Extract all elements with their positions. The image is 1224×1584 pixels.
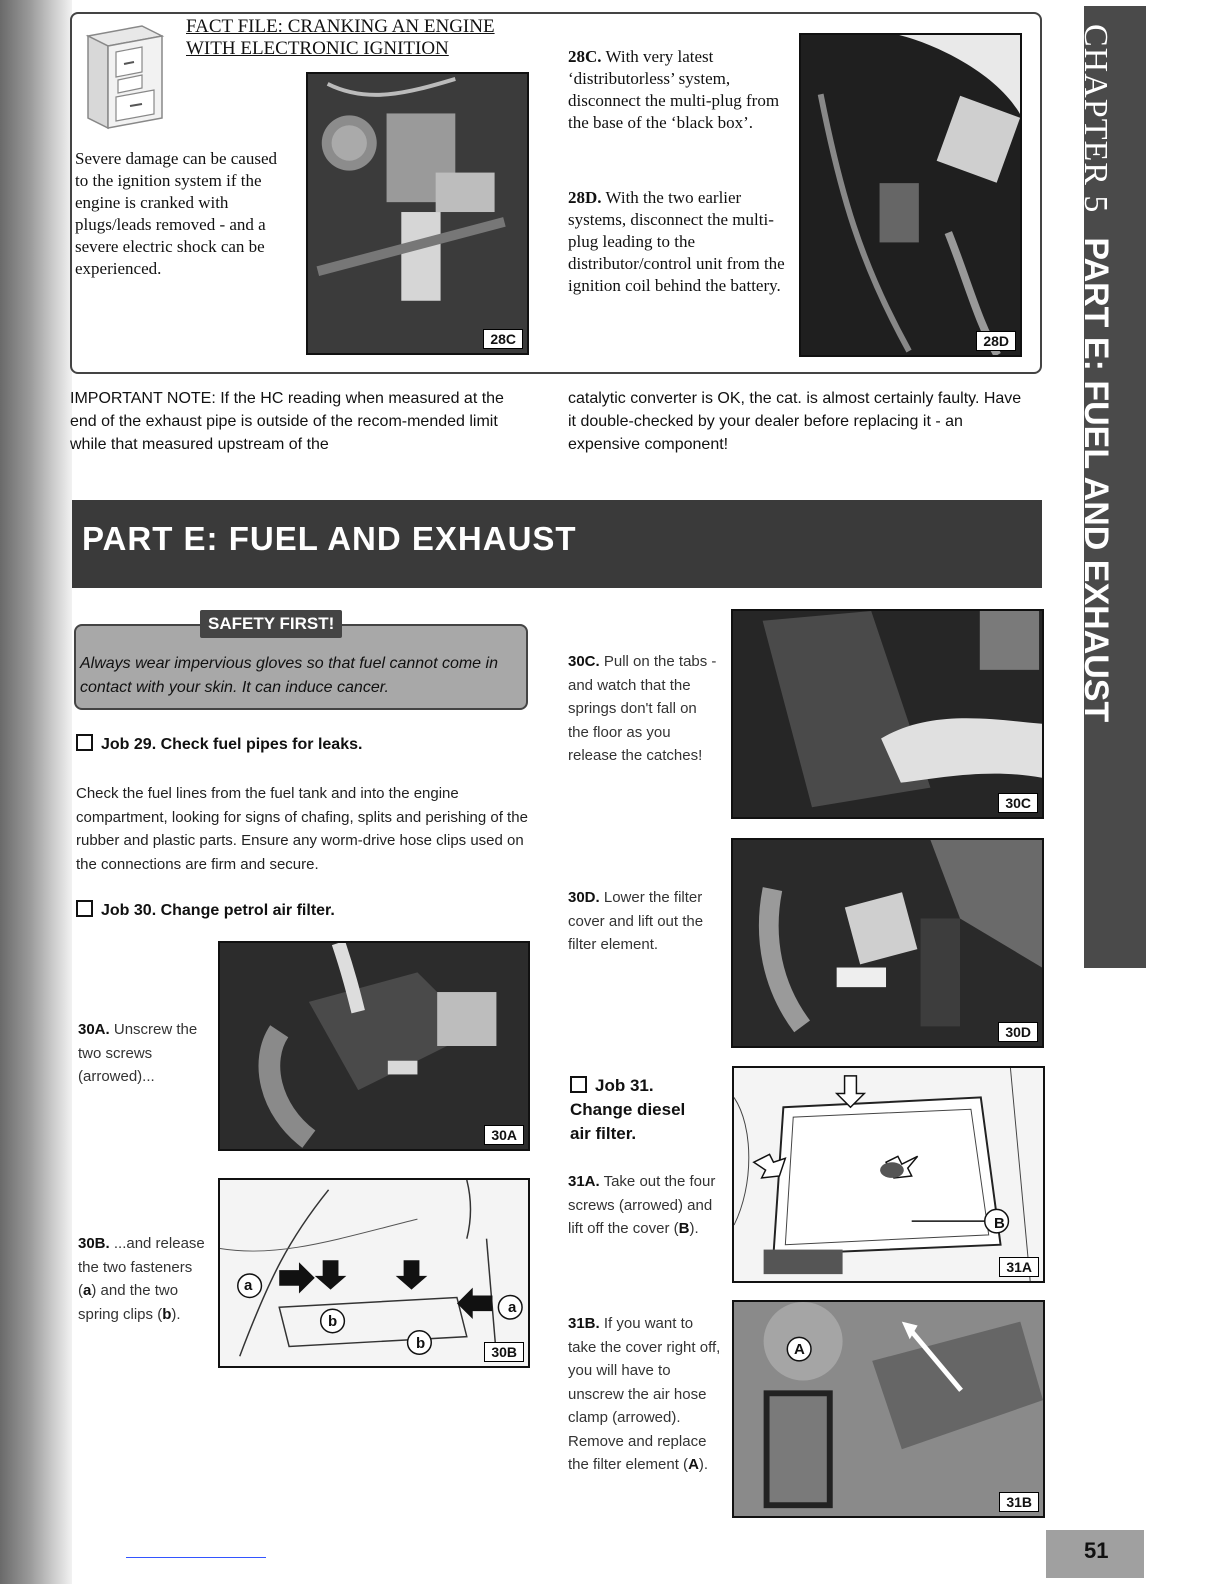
caption-30b-b: b xyxy=(162,1305,172,1323)
job-29-text: Check the fuel lines from the fuel tank and into the engine compartment, looking for signs of chafing, splits and perishing of the rubber and plastic parts. Ensure any worm-drive hose clips used on the connections are firm and secure. xyxy=(76,785,528,873)
caption-30c-text: Pull on the tabs - and watch that the springs don't fall on the floor as you release the catches! xyxy=(568,653,717,764)
fact-file-title: FACT FILE: CRANKING AN ENGINE WITH ELECTRONIC IGNITION xyxy=(186,16,495,59)
caption-31b-text-2: ). xyxy=(698,1456,709,1473)
caption-30c-number: 30C. xyxy=(568,653,600,670)
caption-28c-text: With very latest ‘distributorless’ system, disconnect the multi-plug from the base of the ‘black box’. xyxy=(568,47,780,132)
job-29-heading xyxy=(76,734,362,754)
caption-28c-number: 28C. xyxy=(568,47,602,66)
caption-30d xyxy=(568,886,716,957)
photo-30b xyxy=(218,1178,530,1368)
chapter-side-text xyxy=(1076,24,1115,722)
checkbox-icon xyxy=(76,900,93,917)
important-note-left: IMPORTANT NOTE: If the HC reading when measured at the end of the exhaust pipe is outside of the recom-mended limit while that measured upstream of the xyxy=(70,390,504,453)
fact-file-text: Severe damage can be caused to the ignition system if the engine is cranked with plugs/leads removed - and a severe electric shock can be experienced. xyxy=(75,149,277,278)
caption-31a-text-1: Take out the four screws (arrowed) and lift off the cover ( xyxy=(568,1173,716,1237)
caption-30d-text: Lower the filter cover and lift out the filter element. xyxy=(568,889,704,953)
caption-30b-text-2: ) and the two spring clips ( xyxy=(78,1282,179,1323)
job-31-line-1: Job 31. xyxy=(595,1076,654,1095)
page-spine-shadow xyxy=(0,0,72,1584)
photo-30a xyxy=(218,941,530,1151)
chapter-label: CHAPTER 5 xyxy=(1077,24,1114,214)
important-note-right: catalytic converter is OK, the cat. is almost certainly faulty. Have it double-checked by your dealer before replacing it - an expensive component! xyxy=(568,390,1022,453)
job-30-heading xyxy=(76,900,335,920)
label-a-left: a xyxy=(244,1277,253,1294)
photo-label-28d: 28D xyxy=(976,331,1016,351)
checkbox-icon xyxy=(76,734,93,751)
chapter-part-label: PART E: FUEL AND EXHAUST xyxy=(1077,237,1115,723)
caption-30d-number: 30D. xyxy=(568,889,600,906)
caption-31b xyxy=(568,1312,724,1477)
caption-30b-text-1: ...and release the two fasteners ( xyxy=(78,1235,205,1299)
label-A: A xyxy=(794,1341,805,1358)
caption-31b-number: 31B. xyxy=(568,1315,600,1332)
label-B: B xyxy=(994,1215,1005,1232)
photo-31b xyxy=(732,1300,1045,1518)
caption-31a xyxy=(568,1170,718,1241)
label-a-right: a xyxy=(508,1299,517,1316)
caption-28c xyxy=(568,46,788,134)
caption-28d-number: 28D. xyxy=(568,188,602,207)
job-30-label: Job 30. Change petrol air filter. xyxy=(101,902,335,919)
caption-31a-b: B xyxy=(678,1220,690,1237)
caption-30b-text-3: ). xyxy=(171,1305,181,1323)
cabinet-icon xyxy=(80,22,170,132)
caption-28d-text: With the two earlier systems, disconnect the multi-plug leading to the distributor/control unit from the ignition coil behind the battery. xyxy=(568,188,785,295)
photo-30d xyxy=(731,838,1044,1048)
safety-first-heading: SAFETY FIRST! xyxy=(200,610,342,638)
job-31-line-3: air filter. xyxy=(570,1124,637,1143)
caption-30b xyxy=(78,1232,206,1326)
caption-30a-text: Unscrew the two screws (arrowed)... xyxy=(78,1021,198,1085)
section-title: PART E: FUEL AND EXHAUST xyxy=(82,520,577,557)
link-underline xyxy=(126,1557,266,1558)
photo-28d xyxy=(799,33,1022,357)
photo-label-30c: 30C xyxy=(998,793,1038,813)
caption-30c xyxy=(568,650,720,768)
photo-30c xyxy=(731,609,1044,819)
label-b-left: b xyxy=(328,1313,338,1330)
caption-31b-a: A xyxy=(688,1456,699,1473)
caption-30b-number: 30B. xyxy=(78,1235,110,1252)
label-b-right: b xyxy=(416,1335,426,1352)
caption-30a-number: 30A. xyxy=(78,1021,110,1038)
photo-28c xyxy=(306,72,529,355)
job-29-label: Job 29. Check fuel pipes for leaks. xyxy=(101,736,363,753)
caption-31a-number: 31A. xyxy=(568,1173,600,1190)
photo-label-30a: 30A xyxy=(484,1125,524,1145)
photo-label-30d: 30D xyxy=(998,1022,1038,1042)
job-31-line-2: Change diesel xyxy=(570,1100,686,1119)
caption-31b-text-1: If you want to take the cover right off, you will have to unscrew the air hose clamp (arrowed). Remove and replace the filter element ( xyxy=(568,1315,721,1473)
checkbox-icon xyxy=(570,1076,587,1093)
photo-label-28c: 28C xyxy=(483,329,523,349)
caption-30b-a: a xyxy=(83,1282,92,1299)
photo-label-30b: 30B xyxy=(484,1342,524,1362)
photo-label-31a: 31A xyxy=(999,1257,1039,1277)
caption-28d xyxy=(568,187,788,297)
safety-first-text: Always wear impervious gloves so that fuel cannot come in contact with your skin. It can induce cancer. xyxy=(80,655,498,696)
caption-30a xyxy=(78,1018,203,1089)
photo-31a xyxy=(732,1066,1045,1283)
job-31-heading xyxy=(570,1074,685,1146)
page-number: 51 xyxy=(1084,1538,1109,1563)
photo-label-31b: 31B xyxy=(999,1492,1039,1512)
caption-31a-text-2: ). xyxy=(689,1220,699,1237)
